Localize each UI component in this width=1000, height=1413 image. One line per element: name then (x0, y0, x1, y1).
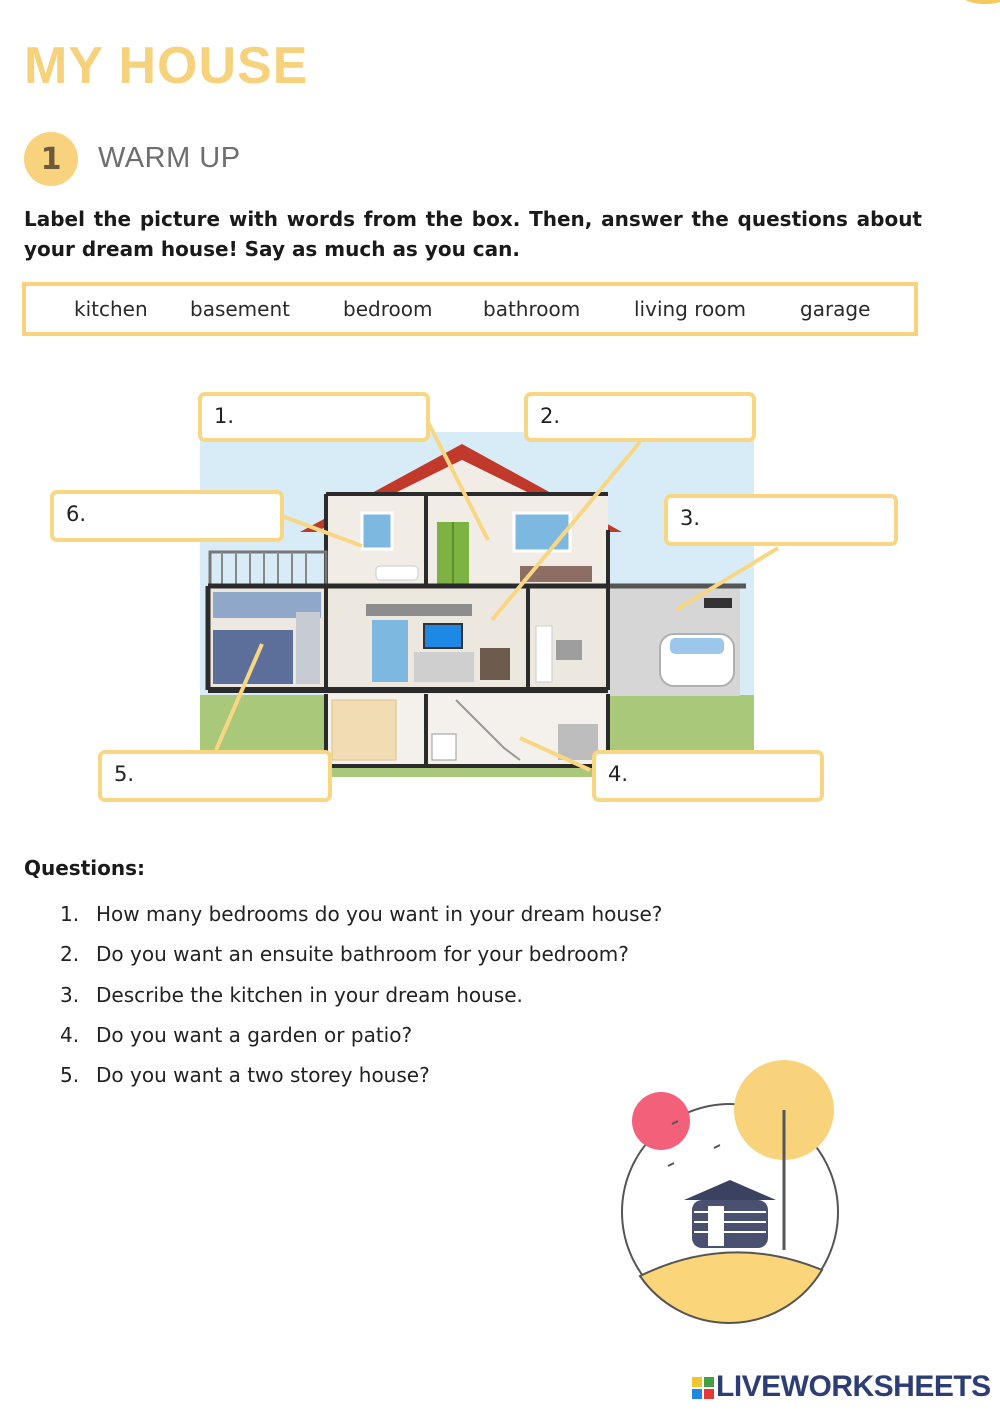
liveworksheets-logo-icon (692, 1377, 714, 1399)
word-bedroom: bedroom (343, 297, 433, 321)
question-number: 3. (60, 982, 80, 1007)
label-box-1[interactable]: 1. (198, 392, 430, 442)
section-number-badge: 1 (24, 132, 78, 186)
label-box-5[interactable]: 5. (98, 750, 332, 802)
section-title: WARM UP (98, 142, 241, 174)
question-text: Do you want a two storey house? (96, 1063, 430, 1088)
dream-house-illustration (600, 1050, 860, 1330)
word-bathroom: bathroom (483, 297, 581, 321)
label-box-6[interactable]: 6. (50, 490, 284, 542)
label-box-4[interactable]: 4. (592, 750, 824, 802)
word-garage: garage (800, 297, 871, 321)
corner-decoration (950, 0, 1000, 4)
word-basement: basement (190, 297, 290, 321)
question-number: 4. (60, 1022, 80, 1047)
label-box-2[interactable]: 2. (524, 392, 756, 442)
question-text: Do you want an ensuite bathroom for your bedroom? (96, 942, 629, 967)
question-number: 2. (60, 942, 80, 967)
instructions: Label the picture with words from the box. Then, answer the questions about your dream house! Say as much as you can. (24, 207, 922, 261)
question-number: 5. (60, 1063, 80, 1088)
word-living-room: living room (634, 297, 746, 321)
word-box (22, 282, 918, 336)
word-kitchen: kitchen (74, 297, 148, 321)
question-text: Do you want a garden or patio? (96, 1022, 413, 1047)
question-text: Describe the kitchen in your dream house. (96, 982, 523, 1007)
brand-logo-text[interactable]: LIVEWORKSHEETS (716, 1370, 991, 1403)
questions-heading: Questions: (24, 856, 146, 880)
page-title: MY HOUSE (24, 37, 309, 95)
question-text: How many bedrooms do you want in your dream house? (96, 902, 663, 926)
question-number: 1. (60, 902, 80, 926)
label-box-3[interactable]: 3. (664, 494, 898, 546)
